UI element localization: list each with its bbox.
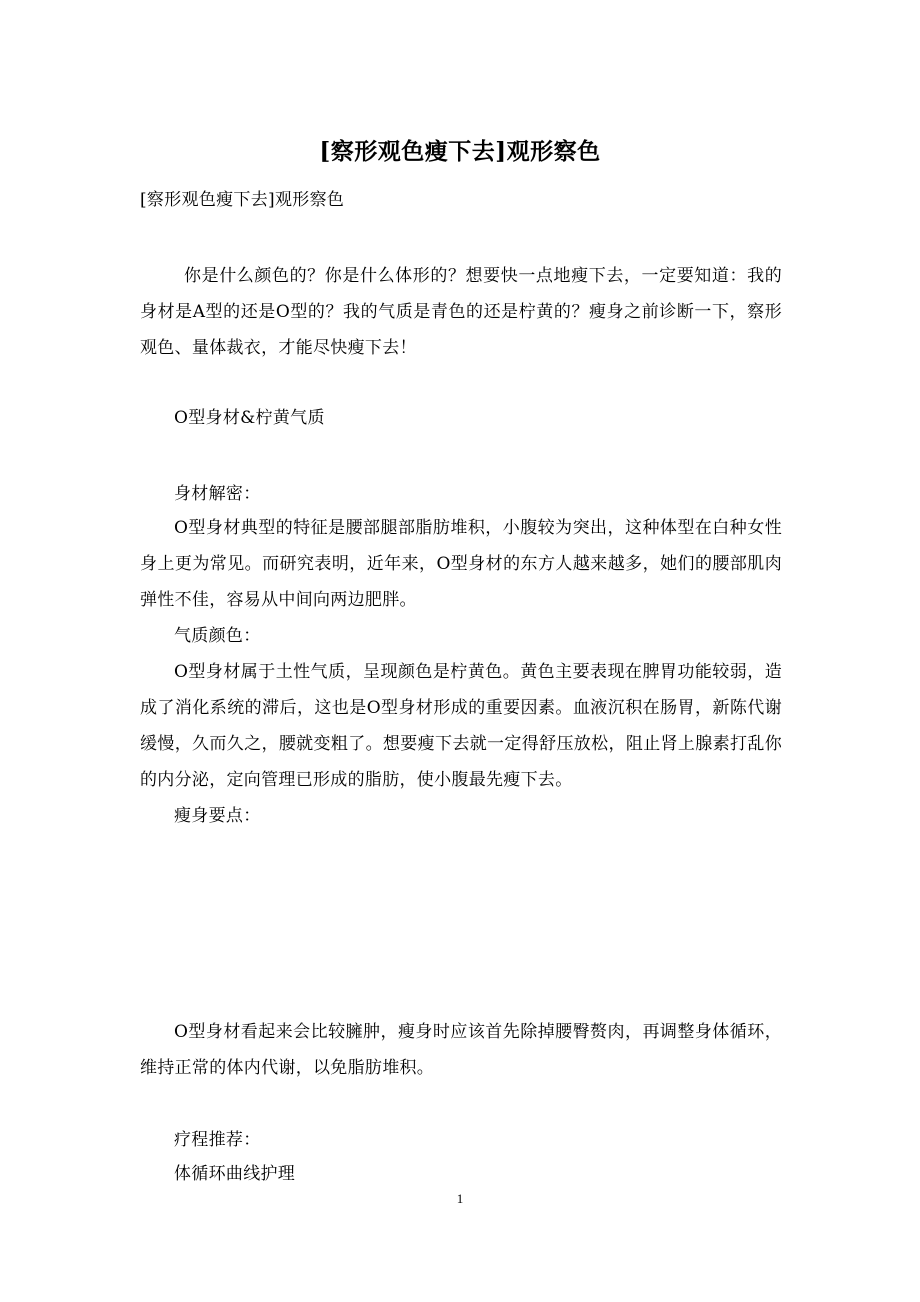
treatment-item: 体循环曲线护理 (174, 1164, 296, 1184)
body-label: 身材解密： (174, 484, 261, 504)
intro-paragraph: 你是什么颜色的？你是什么体形的？想要快一点地瘦下去，一定要知道：我的身材是A型的还是O型的？我的气质是青色的还是柠黄的？瘦身之前诊断一下，察形观色、量体裁衣，才能尽快瘦下去！ (140, 266, 782, 358)
temperament-paragraph: O型身材属于土性气质，呈现颜色是柠黄色。黄色主要表现在脾胃功能较弱，造成了消化系统的滞后，这也是O型身材形成的重要因素。血液沉积在肠胃，新陈代谢缓慢，久而久之，腰就变粗了。想要瘦下去就一定得舒压放松，阻止肾上腺素打乱你的内分泌，定向管理已形成的脂肪，使小腹最先瘦下去。 (140, 662, 782, 790)
document-title: [察形观色瘦下去]观形察色 (319, 138, 601, 165)
treatment-label: 疗程推荐： (174, 1130, 261, 1150)
page-number: 1 (456, 1191, 464, 1206)
tips-label: 瘦身要点： (174, 806, 261, 826)
tips-paragraph: O型身材看起来会比较臃肿，瘦身时应该首先除掉腰臀赘肉，再调整身体循环，维持正常的体内代谢，以免脂肪堆积。 (140, 1022, 782, 1078)
document-subtitle: [察形观色瘦下去]观形察色 (140, 190, 345, 210)
body-paragraph: O型身材典型的特征是腰部腿部脂肪堆积，小腹较为突出，这种体型在白种女性身上更为常见。而研究表明，近年来，O型身材的东方人越来越多，她们的腰部肌肉弹性不佳，容易从中间向两边肥胖。 (140, 518, 782, 610)
temperament-label: 气质颜色： (174, 626, 261, 646)
section-heading: O型身材&柠黄气质 (174, 408, 325, 428)
